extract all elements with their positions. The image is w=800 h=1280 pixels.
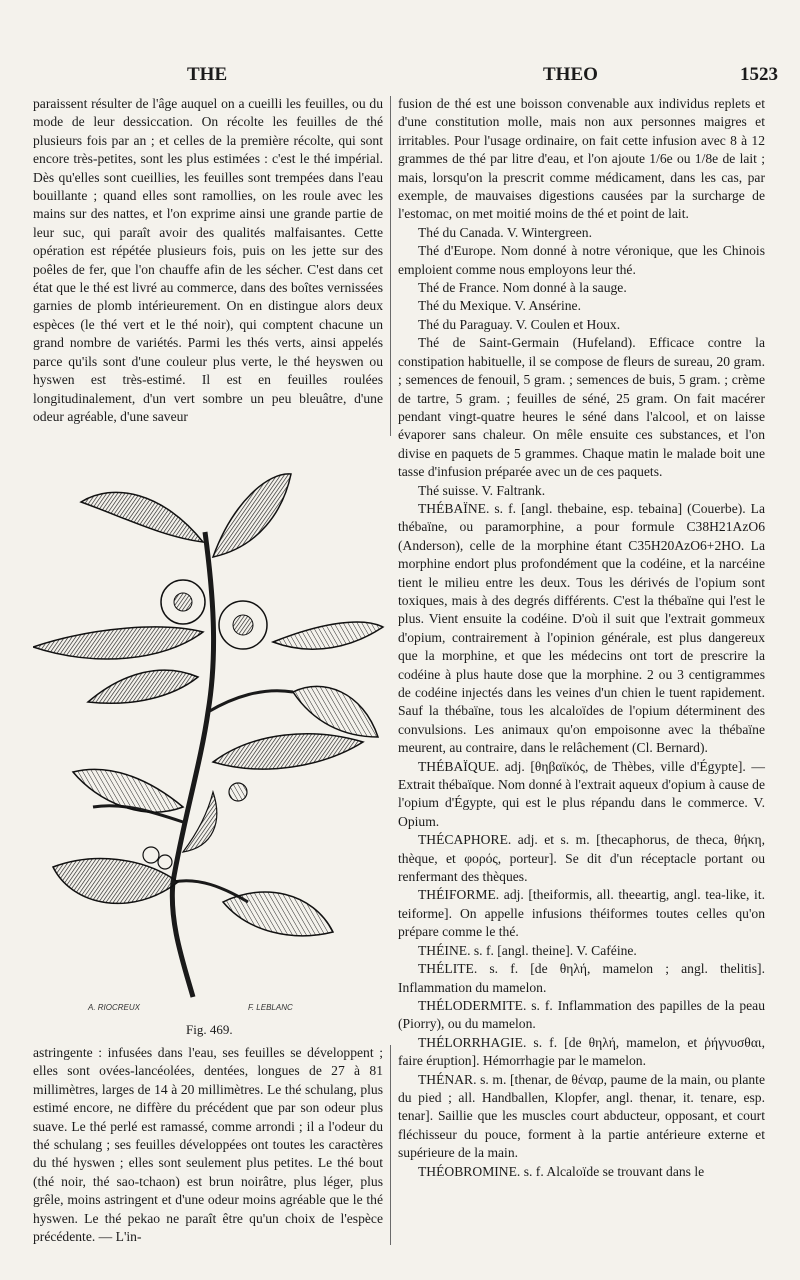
dictionary-entry: THÉBAÏNE. s. f. [angl. thebaine, esp. tebaina] (Couerbe). La thébaïne, ou paramorphine, a pour formule C38H21AzO6 (Anderson), celle de la morphine étant C35H20AzO6+2HO. La morphine endort plus profondément que la codéine, et la narcéine tient le milieu entre les deux. Tous les dérivés de l'opium sont toxiques, mais à des degrés différents. C'est la thébaïne qui l'est le plus. Vient ensuite la codéine. D'où il suit que l'extrait gommeux d'opium, contrairement à l'opinion générale, est plus dangereux que la morphine, et que les médecins ont tort de prescrire la codéine à plus haute dose que la morphine. 2 ou 3 centigrammes de codéine injectés dans les veines d'un chien le tuent rapidement. Sauf la thébaïne, tous les alcaloïdes de l'opium déterminent des convulsions. Les animaux qu'on empoisonne avec la thébaïne meurent, au contraire, dans le relâchement (Cl. Bernard). xyxy=(398,500,765,756)
subentry: Thé de France. Nom donné à la sauge. xyxy=(418,280,627,296)
page-number: 1523 xyxy=(740,64,778,85)
figure-caption: Fig. 469. xyxy=(186,1022,233,1037)
subentry: Thé de Saint-Germain (Hufeland). Efficace contre la constipation habituelle, il se compose de fleurs de sureau, 20 gram. ; semences de fenouil, 5 gram. ; semences de buis, 5 gram. ; crème de tartre, 5 gram. ; feuilles de séné, 25 gram. On fait macérer pendant vingt-quatre heures le séné dans l'alcool, et on laisse évaporer sans chaleur. On mêle ensuite ces substances, et l'on divise en paquets de 5 grammes. Chaque matin le malade boit une tasse d'infusion préparée avec un de ces paquets. xyxy=(398,335,765,480)
leaf xyxy=(73,769,183,812)
dictionary-entry: THÉBAÏQUE. adj. [θηβαϊκός, de Thèbes, ville d'Égypte]. — Extrait thébaïque. Nom donné à l'extrait aqueux d'opium à cause de l'opium d'Égypte, qui est le plus répandu dans le commerce. V. Opium. xyxy=(398,758,765,829)
subentry: Thé du Mexique. V. Ansérine. xyxy=(418,298,581,314)
dictionary-entry: THÉOBROMINE. s. f. Alcaloïde se trouvant dans le xyxy=(418,1163,705,1179)
column-rule-top xyxy=(390,96,391,436)
subentry: Thé d'Europe. Nom donné à notre véronique, que les Chinois emploient comme nous employons leur thé. xyxy=(398,243,765,277)
dictionary-entry: THÉLITE. s. f. [de θηλή, mamelon ; angl. thelitis]. Inflammation du mamelon. xyxy=(398,961,765,995)
dictionary-entry: THÉIFORME. adj. [theiformis, all. theeartig, angl. tea-like, it. teiforme]. On appelle infusions théiformes toutes celles qu'on prépare comme le thé. xyxy=(398,887,765,940)
left-column-bottom xyxy=(33,1044,383,1246)
subentry: Thé du Canada. V. Wintergreen. xyxy=(418,224,592,240)
leaf xyxy=(223,892,333,936)
engraver-signature-right: F. LEBLANC xyxy=(248,1003,293,1012)
column-rule-bottom xyxy=(390,1045,391,1245)
dictionary-entry: THÉNAR. s. m. [thenar, de θέναρ, paume de la main, ou plante du pied ; all. Handballen, Klopfer, angl. thenar, it. tenare, esp. tenar]. Saillie que les muscles court abducteur, opposant, et court fléchisseur du pouce, forment à la partie antérieure externe et supérieure de la main. xyxy=(398,1071,765,1161)
paragraph: astringente : infusées dans l'eau, ses feuilles se développent ; elles sont ovées-lancéolées, dentées, longues de 27 à 81 millimètres, larges de 14 à 20 millimètres. Le thé schulang, plus estimé encore, ne diffère du précédent que par son odeur plus suave. Le thé perlé est ramassé, comme arrondi ; il a l'odeur du thé schulang ; ses feuilles développées ont toutes les caractères du thé hyswen ; elles sont seulement plus petites. Le thé bout (thé noir, thé sao-tchaon) est brun noirâtre, plus léger, plus grêle, moins astringent et d'une odeur moins agréable que le thé hyswen. Le thé pekao ne paraît être qu'un choix de l'espèce précédente. — L'in- xyxy=(33,1045,383,1245)
dictionary-entry: THÉLODERMITE. s. f. Inflammation des papilles de la peau (Piorry), ou du mamelon. xyxy=(398,997,765,1032)
leaf xyxy=(213,474,291,557)
dictionary-entry: THÉCAPHORE. adj. et s. m. [thecaphorus, de theca, θήκη, thèque, et φορός, porteur]. Se dit d'un réceptacle portant ou renfermant des thèques. xyxy=(398,832,765,885)
leaf xyxy=(88,670,198,703)
tea-plant-illustration xyxy=(33,462,388,1022)
dictionary-entry: THÉINE. s. f. [angl. theine]. V. Caféine. xyxy=(418,942,637,958)
paragraph: paraissent résulter de l'âge auquel on a cueilli les feuilles, ou du mode de leur dessiccation. On récolte les feuilles de thé plusieurs fois par an ; et celles de la première récolte, qui sont encore très-petites, sont les plus estimées : c'est le thé impérial. Dès qu'elles sont cueillies, les feuilles sont trempées dans l'eau bouillante ; quand elles sont ramollies, on les roule avec les mains sur des nattes, et l'on exprime ainsi une grande partie de leur suc, qui paraît avoir des qualités malfaisantes. Cette opération est répétée plusieurs fois, puis on les jette sur des poêles de fer, que l'on chauffe afin de les sécher. C'est dans cet état que le thé est livré au commerce, dans des boîtes vernissées garnies de plomb intérieurement. On en distingue alors deux espèces (le thé vert et le thé noir), qui comptent chacune un grand nombre de variétés. Parmi les thés verts, ainsi appelés parce qu'ils sont d'une couleur plus verte, le thé heyswen ou hyswen est très-estimé. Il est en feuilles roulées longitudinalement, d'un vert sombre un peu bleuâtre, d'une odeur agréable, d'une saveur xyxy=(33,96,383,424)
leaf xyxy=(273,622,383,649)
subentry: Thé suisse. V. Faltrank. xyxy=(418,482,546,498)
tea-plant-engraving xyxy=(33,462,388,1042)
running-head xyxy=(0,64,800,90)
leaf xyxy=(293,686,378,737)
guide-word-left: THE xyxy=(187,64,228,85)
dictionary-entry: THÉLORRHAGIE. s. f. [de θηλή, mamelon, et ῥήγνυσθαι, faire éruption]. Hémorrhagie par le mamelon. xyxy=(398,1034,765,1069)
paragraph: fusion de thé est une boisson convenable aux individus replets et d'une constitution molle, mais non aux personnes maigres et irritables. Pour l'usage ordinaire, on fait cette infusion avec 8 à 12 grammes de thé par litre d'eau, et l'on ajoute 1/6e ou 1/8e de lait ; mais, lorsqu'on la prescrit comme médicament, dans les cas, par exemple, de mauvaises digestions causées par la surcharge de l'estomac, on met moitié moins de thé et point de lait. xyxy=(398,96,765,222)
leaf xyxy=(81,492,203,542)
engraver-signature-left: A. RIOCREUX xyxy=(88,1003,141,1012)
leaf xyxy=(33,627,203,659)
guide-word-right: THEO xyxy=(543,64,598,85)
flower xyxy=(161,580,205,624)
flower xyxy=(219,601,267,649)
subentry: Thé du Paraguay. V. Coulen et Houx. xyxy=(418,316,621,332)
right-column xyxy=(398,95,765,1181)
left-column-top xyxy=(33,95,383,426)
leaf xyxy=(213,734,363,769)
